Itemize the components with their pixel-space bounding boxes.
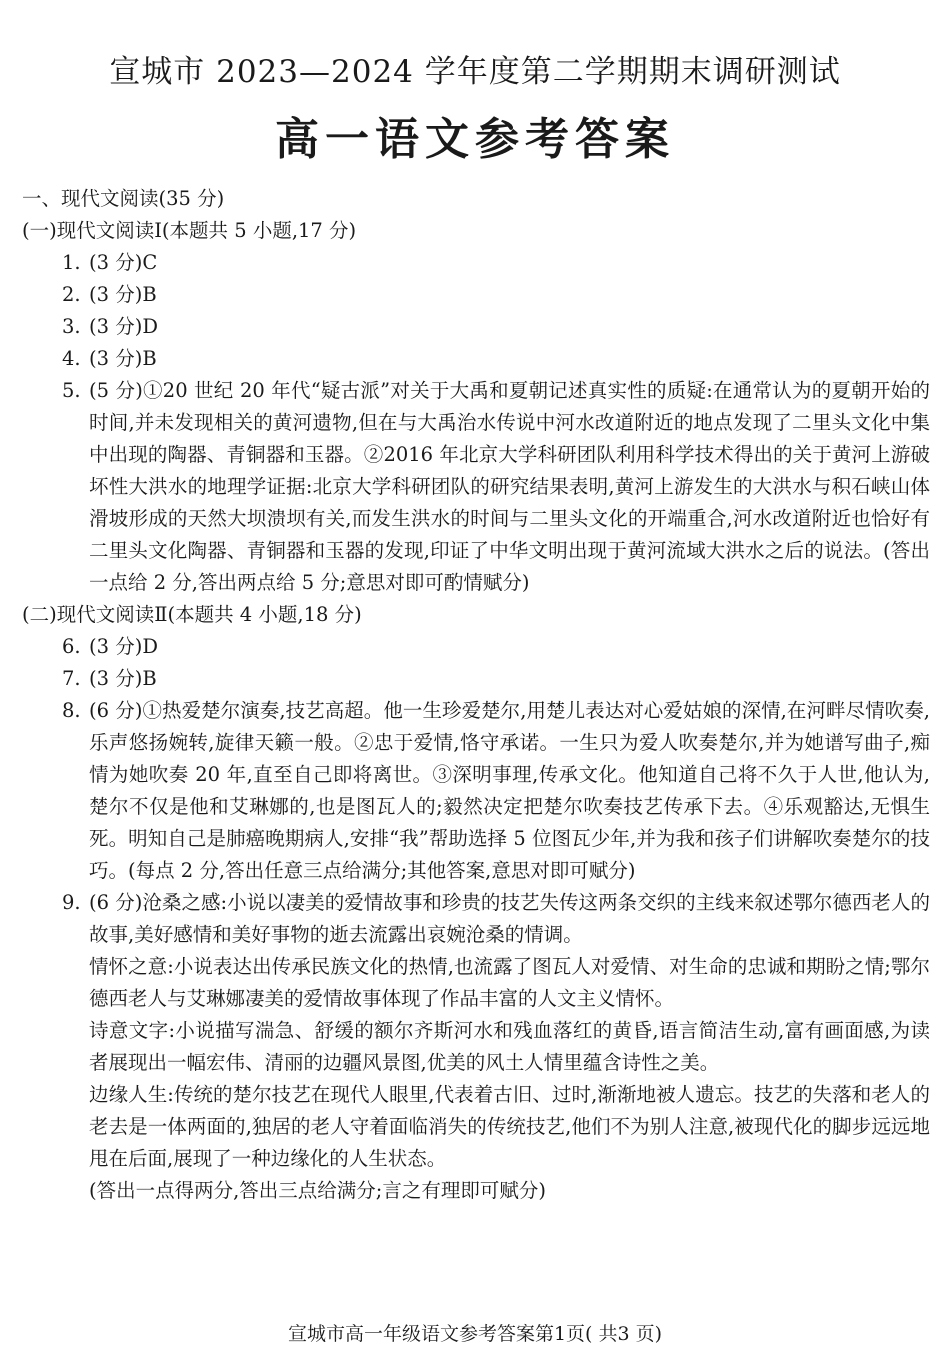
answer-item xyxy=(0,887,950,951)
answer-text: (6 分)①热爱楚尔演奏,技艺高超。他一生珍爱楚尔,用楚儿表达对心爱姑娘的深情,在河畔尽情吹奏,乐声悠扬婉转,旋律天籁一般。②忠于爱情,恪守承诺。一生只为爱人吹奏楚尔,并为她谱写曲子,痴情为她吹奏 20 年,直至自己即将离世。③深明事理,传承文化。他知道自己将不久于人世,他认为,楚尔不仅是他和艾琳娜的,也是图瓦人的;毅然决定把楚尔吹奏技艺传承下去。④乐观豁达,无惧生死。明知自己是肺癌晚期病人,安排“我”帮助选择 5 位图瓦少年,并为我和孩子们讲解吹奏楚尔的技巧。(每点 2 分,答出任意三点给满分;其他答案,意思对即可赋分) xyxy=(89,699,930,882)
answer-item xyxy=(0,279,950,311)
answer-content xyxy=(0,183,950,1207)
q9-paragraph: 情怀之意:小说表达出传承民族文化的热情,也流露了图瓦人对爱情、对生命的忠诚和期盼之情;鄂尔德西老人与艾琳娜凄美的爱情故事体现了作品丰富的人文主义情怀。 xyxy=(89,955,930,1010)
question-number: 2. xyxy=(62,283,81,306)
answer-item xyxy=(0,695,950,887)
answer-item xyxy=(0,631,950,663)
question-number: 7. xyxy=(62,667,81,690)
answer-item xyxy=(0,375,950,599)
answer-item xyxy=(0,311,950,343)
document-title: 高一语文参考答案 xyxy=(275,114,675,165)
q9-paragraph: 边缘人生:传统的楚尔技艺在现代人眼里,代表着古旧、过时,渐渐地被人遗忘。技艺的失落和老人的老去是一体两面的,独居的老人守着面临消失的传统技艺,他们不为别人注意,被现代化的脚步远远地甩在后面,展现了一种边缘化的人生状态。 xyxy=(89,1083,930,1170)
part-heading: (一)现代文阅读Ⅰ(本题共 5 小题,17 分) xyxy=(22,219,357,242)
question-number: 9. xyxy=(62,891,81,914)
answer-text: (3 分)B xyxy=(89,667,157,690)
question-number: 1. xyxy=(62,251,81,274)
answer-item xyxy=(0,663,950,695)
page-footer: 宣城市高一年级语文参考答案第1页( 共3 页) xyxy=(287,1323,663,1345)
question-number: 3. xyxy=(62,315,81,338)
question-number: 6. xyxy=(62,635,81,658)
answer-text: (6 分)沧桑之感:小说以凄美的爱情故事和珍贵的技艺失传这两条交织的主线来叙述鄂尔德西老人的故事,美好感情和美好事物的逝去流露出哀婉沧桑的情调。 xyxy=(89,891,930,946)
answer-item xyxy=(0,247,950,279)
answer-text: (3 分)D xyxy=(89,635,158,658)
answer-text: (3 分)C xyxy=(89,251,158,274)
question-number: 5. xyxy=(62,379,81,402)
question-number: 4. xyxy=(62,347,81,370)
answer-text: (5 分)①20 世纪 20 年代“疑古派”对关于大禹和夏朝记述真实性的质疑:在通常认为的夏朝开始的时间,并未发现相关的黄河遗物,但在与大禹治水传说中河水改道附近的地点发现了二里头文化中集中出现的陶器、青铜器和玉器。②2016 年北京大学科研团队利用科学技术得出的关于黄河上游破坏性大洪水的地理学证据:北京大学科研团队的研究结果表明,黄河上游发生的大洪水与积石峡山体滑坡形成的天然大坝溃坝有关,而发生洪水的时间与二里头文化的开端重合,河水改道附近也恰好有二里头文化陶器、青铜器和玉器的发现,印证了中华文明出现于黄河流域大洪水之后的说法。(答出一点给 2 分,答出两点给 5 分;意思对即可酌情赋分) xyxy=(89,379,930,594)
answer-text: (3 分)B xyxy=(89,347,157,370)
answer-text: (3 分)D xyxy=(89,315,158,338)
q9-paragraph: 诗意文字:小说描写湍急、舒缓的额尔齐斯河水和残血落红的黄昏,语言简洁生动,富有画面感,为读者展现出一幅宏伟、清丽的边疆风景图,优美的风土人情里蕴含诗性之美。 xyxy=(89,1019,930,1074)
question-number: 8. xyxy=(62,699,81,722)
section-heading: 一、现代文阅读(35 分) xyxy=(22,187,225,210)
part-heading: (二)现代文阅读Ⅱ(本题共 4 小题,18 分) xyxy=(22,603,362,626)
answer-item xyxy=(0,343,950,375)
exam-title: 宣城市 2023—2024 学年度第二学期期末调研测试 xyxy=(109,54,841,90)
scoring-note: (答出一点得两分,答出三点给满分;言之有理即可赋分) xyxy=(89,1179,546,1202)
answer-text: (3 分)B xyxy=(89,283,157,306)
